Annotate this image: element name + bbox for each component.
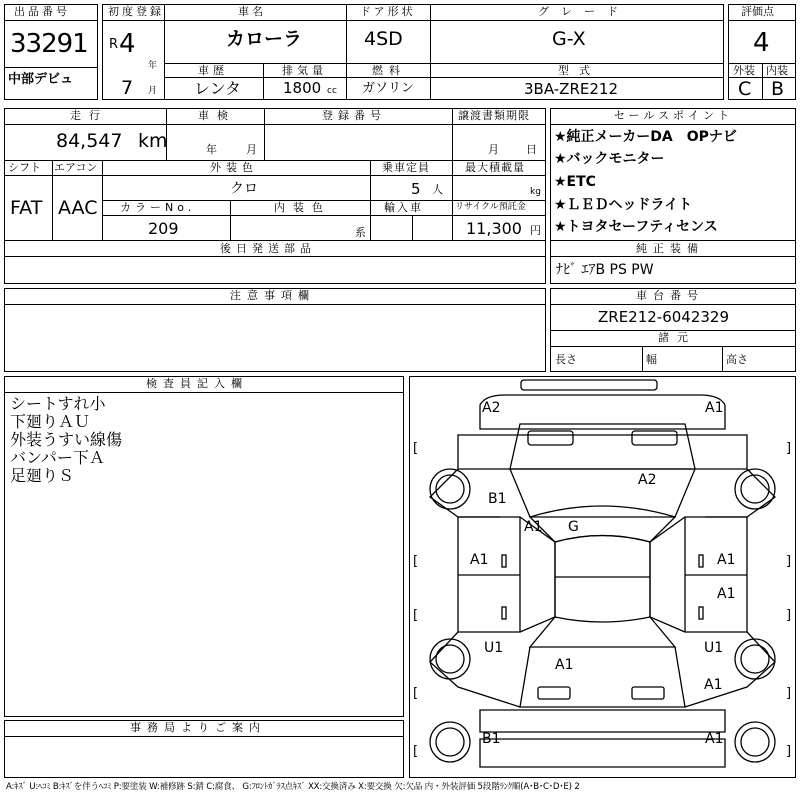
bracket-2: ] (786, 441, 792, 456)
bracket-1: [ (413, 441, 419, 456)
diagram-label-14: B1 (482, 731, 501, 747)
equipment-label: 純正装備 (636, 242, 704, 255)
load-unit: kg (530, 187, 541, 197)
bracket-3: [ (413, 554, 419, 569)
legend: A:ｷｽﾞ U:ﾍｺﾐ B:ｷｽﾞを伴うﾍｺﾐ P:要塗装 W:補修跡 S:錆 C:腐食、 G:ﾌﾛﾝﾄｶﾞﾗｽ点ｷｽﾞ XX:交換済み X:要交換 欠:欠品 内・外装評価 5段階ﾗﾝｸ順(A･B･C･D･E) 2 (6, 782, 580, 792)
era: R (109, 37, 119, 52)
selling-point-3: ★ETC (554, 174, 596, 190)
color: クロ (230, 181, 258, 197)
length-label: 長さ (555, 353, 577, 366)
plate-label: 登録番号 (322, 109, 386, 122)
mileage-label: 走行 (70, 109, 108, 122)
dims-label: 諸元 (658, 331, 696, 344)
diagram-label-13: A1 (704, 677, 723, 693)
score-label: 評価点 (741, 5, 774, 18)
selling-point-1: ★純正メーカーDA OPナビ (554, 129, 737, 145)
capacity-label: 乗車定員 (382, 161, 430, 174)
displacement-label: 排気量 (282, 64, 327, 77)
bracket-4: ] (786, 554, 792, 569)
transfer-month-unit: 月 (488, 143, 499, 156)
diagram-label-4: B1 (488, 491, 507, 507)
exterior-label: 外装 (733, 64, 755, 77)
diagram-label-6: G (568, 519, 579, 535)
inspector-line-2: 下廻りＡＵ (10, 412, 91, 431)
recycle-unit: 円 (530, 224, 541, 237)
shift-label: シフト (8, 161, 41, 174)
year-unit: 年 (148, 61, 158, 71)
grade: G-X (552, 28, 586, 50)
reg-month: 7 (121, 77, 134, 99)
capacity-unit: 人 (432, 183, 443, 196)
interior-color-unit: 系 (355, 226, 366, 239)
bracket-6: ] (786, 608, 792, 623)
diagram-label-8: A1 (717, 552, 736, 568)
shift: FAT (10, 197, 43, 219)
model: 3BA-ZRE212 (524, 80, 618, 98)
height-label: 高さ (726, 353, 748, 366)
bracket-7: [ (413, 686, 419, 701)
recycle-label: リサイクル預託金 (455, 202, 526, 212)
chassis-number: ZRE212-6042329 (598, 308, 730, 326)
inspection-label: 車検 (198, 109, 236, 122)
history: レンタ (194, 79, 241, 98)
selling-point-2: ★バックモニター (554, 151, 665, 167)
bracket-8: ] (786, 686, 792, 701)
diagram-label-10: U1 (484, 640, 504, 656)
diagram-label-9: A1 (717, 586, 736, 602)
reg-year: 4 (119, 29, 136, 59)
transfer-day-unit: 日 (526, 143, 537, 156)
import-label: 輸入車 (384, 201, 423, 214)
load-label: 最大積載量 (465, 161, 525, 174)
ac: AAC (58, 197, 98, 219)
transfer-label: 譲渡書類期限 (458, 109, 530, 122)
diagram-label-5: A1 (524, 519, 543, 535)
capacity: 5 (411, 180, 421, 198)
lot-label: 出品番号 (14, 5, 70, 18)
exterior-grade: C (738, 78, 752, 100)
diagram-label-12: A1 (555, 657, 574, 673)
diagram-label-1: A2 (482, 400, 501, 416)
interior-color-label: 内装色 (274, 201, 331, 214)
insp-month-unit: 月 (246, 143, 257, 156)
insp-year-unit: 年 (206, 143, 217, 156)
history-label: 車歴 (198, 64, 228, 77)
car-diagram (409, 376, 796, 778)
name-label: 車名 (238, 5, 266, 18)
fuel-label: 燃料 (372, 64, 406, 77)
inspector-label: 検査員記入欄 (146, 377, 248, 390)
car-name: カローラ (226, 28, 303, 50)
selling-points-label: セールスポイント (614, 109, 734, 122)
color-no: 209 (148, 219, 179, 238)
ac-label: エアコン (54, 161, 98, 174)
lot-number: 33291 (10, 29, 88, 59)
diagram-label-2: A1 (705, 400, 724, 416)
diagram-label-15: A1 (705, 731, 724, 747)
bracket-10: ] (786, 744, 792, 759)
diagram-label-7: A1 (470, 552, 489, 568)
recycle: 11,300 (466, 219, 522, 238)
chassis-label: 車台番号 (636, 289, 704, 302)
interior-grade: B (771, 78, 785, 100)
inspector-line-1: シートすれ小 (10, 394, 106, 413)
diagram-label-3: A2 (638, 472, 657, 488)
score: 4 (753, 28, 770, 58)
mileage: 84,547 (56, 130, 123, 152)
fuel: ガソリン (362, 81, 415, 96)
inspector-line-3: 外装うすい線傷 (10, 430, 123, 449)
later-parts-label: 後日発送部品 (220, 242, 316, 255)
month-unit: 月 (148, 86, 158, 96)
width-label: 幅 (646, 353, 657, 366)
diagram-label-11: U1 (704, 640, 724, 656)
venue: 中部デビュ (8, 72, 74, 87)
color-no-label: カラーNo. (120, 201, 196, 214)
door-type: 4SD (364, 28, 403, 50)
grade-label: グレード (538, 5, 630, 18)
office-label: 事務局よりご案内 (130, 721, 266, 734)
mileage-unit: km (138, 130, 168, 152)
reg-label: 初度登録 (108, 5, 164, 18)
bracket-5: [ (413, 608, 419, 623)
displacement: 1800 (283, 79, 322, 97)
selling-point-5: ★トヨタセーフティセンス (554, 219, 718, 235)
inspector-line-5: 足廻りＳ (10, 466, 75, 485)
selling-point-4: ★ＬＥＤヘッドライト (554, 197, 693, 213)
model-label: 型式 (558, 64, 600, 77)
bracket-9: [ (413, 744, 419, 759)
equipment: ﾅﾋﾞ ｴｱB PS PW (556, 262, 654, 278)
displacement-unit: cc (327, 86, 337, 96)
notes-label: 注意事項欄 (230, 289, 315, 302)
inspector-line-4: バンパー下Ａ (10, 448, 105, 467)
color-label: 外装色 (210, 161, 258, 174)
interior-label: 内装 (766, 64, 788, 77)
door-label: ドア形状 (360, 5, 416, 18)
